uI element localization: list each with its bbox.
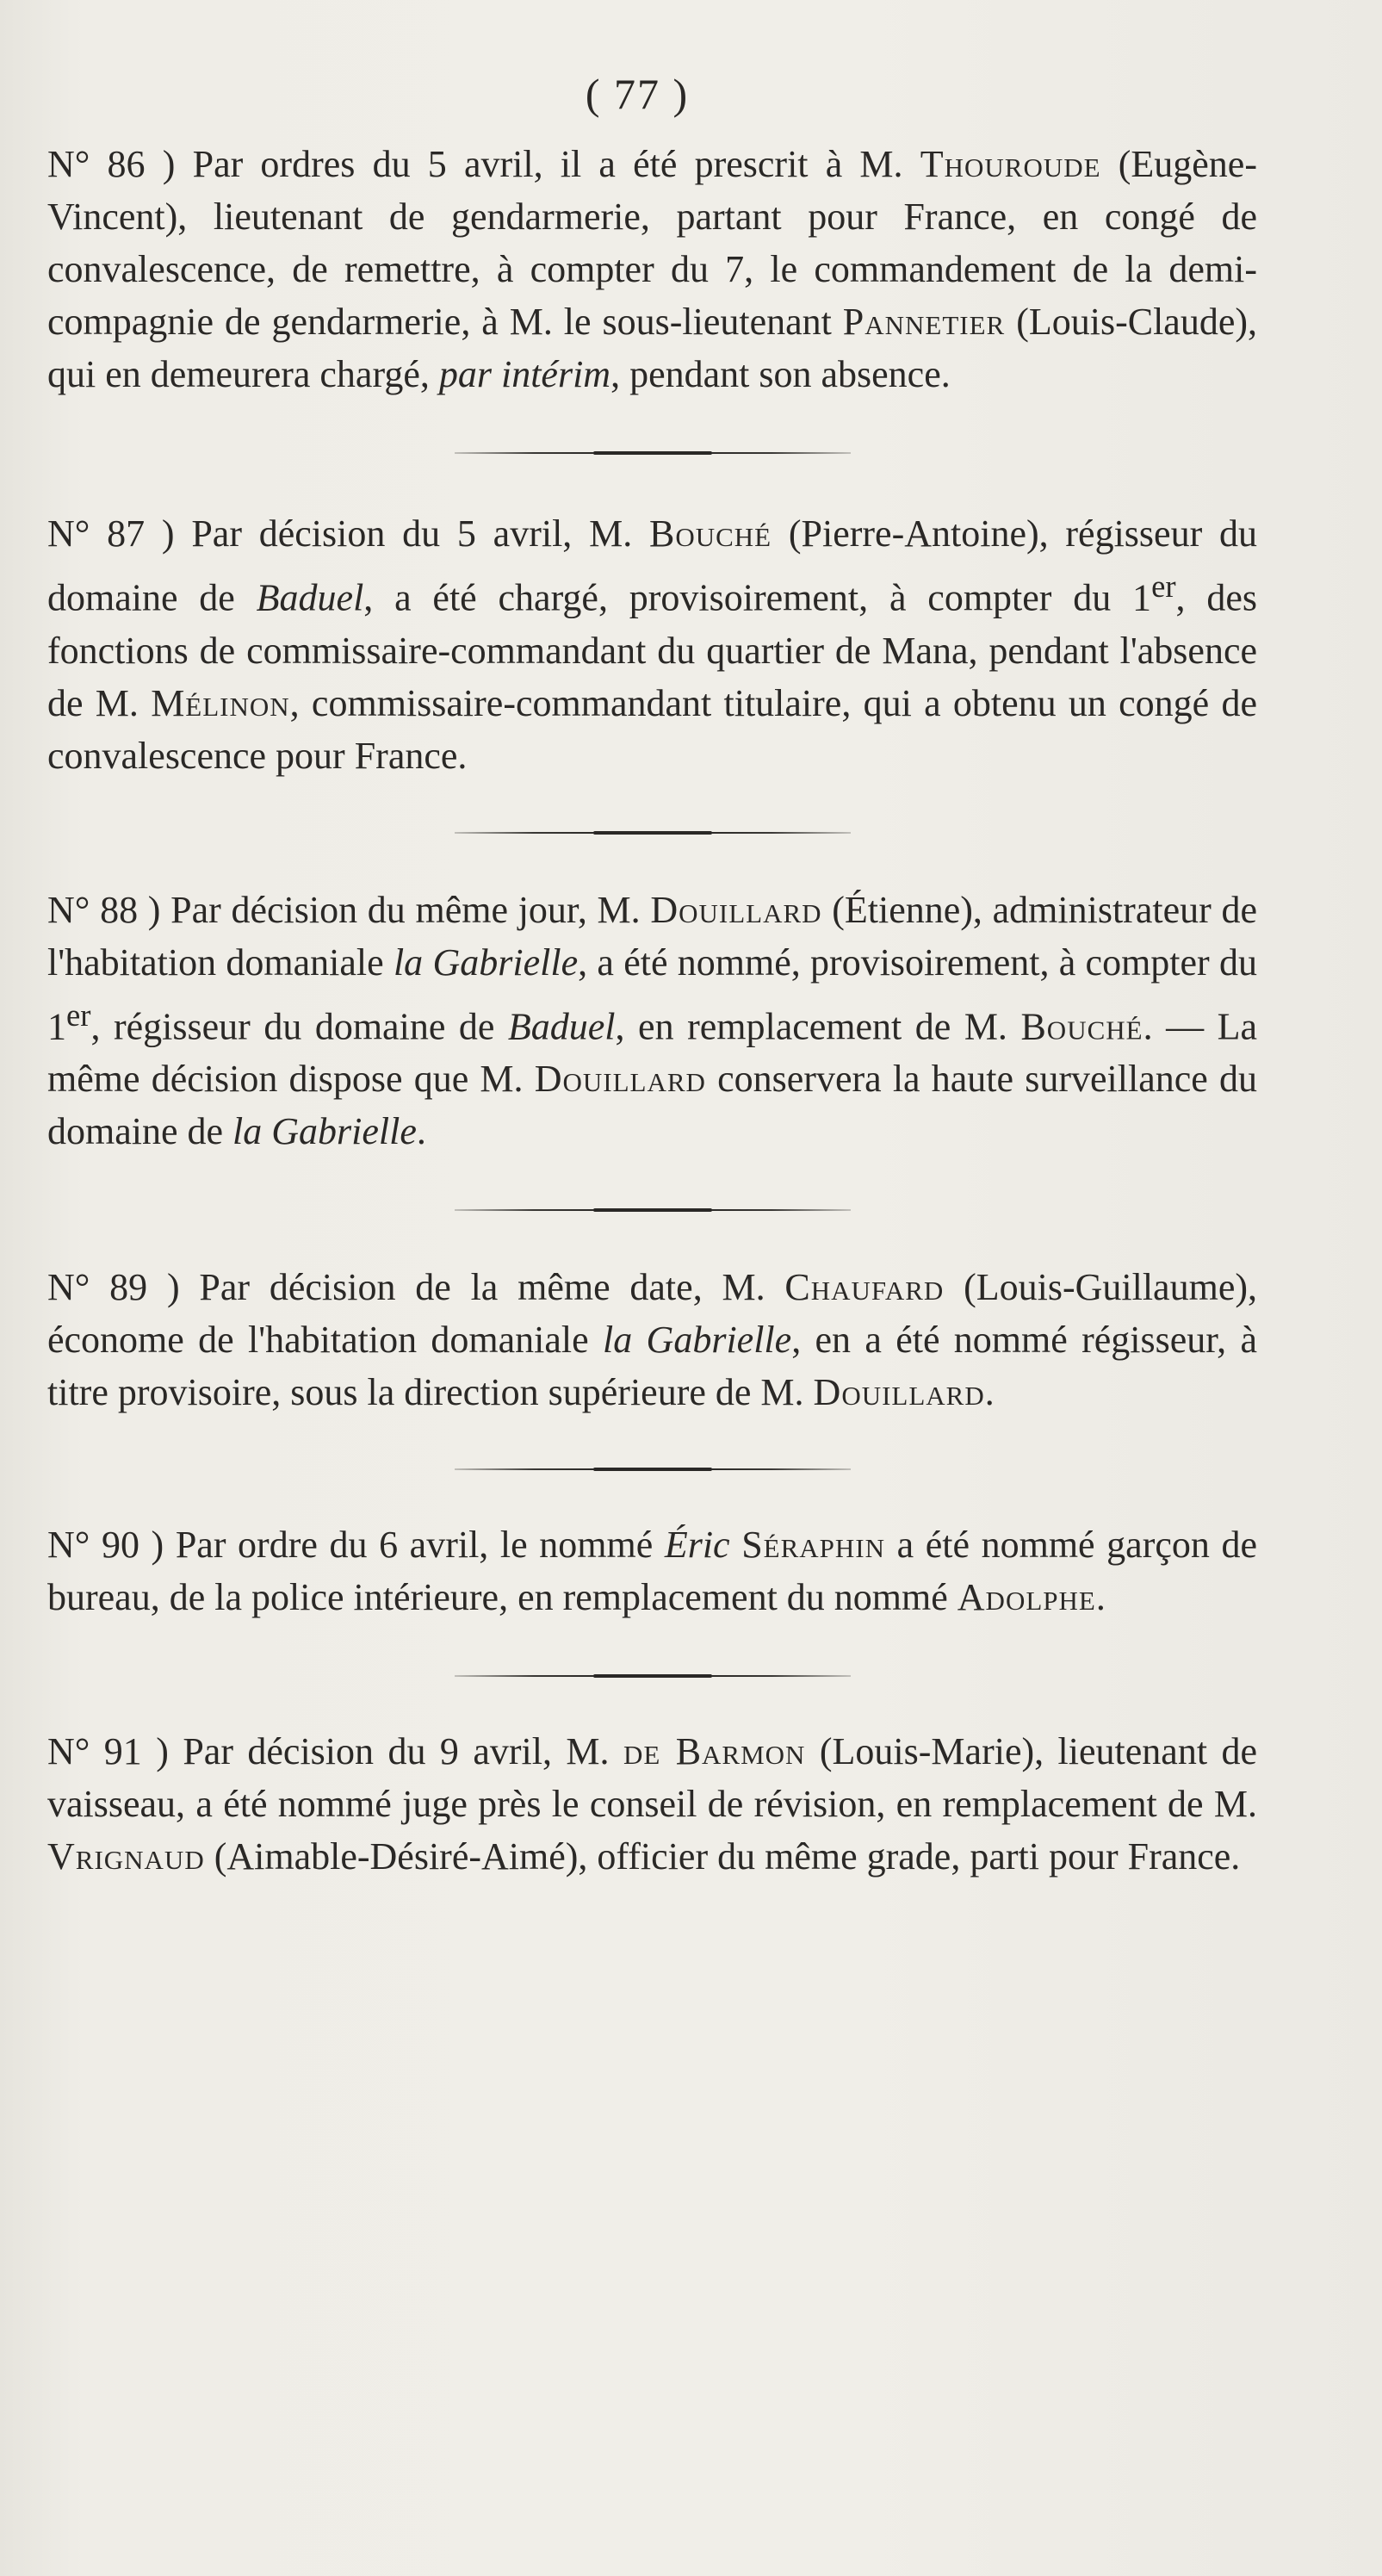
entry-number: N° 87 ): [47, 512, 175, 555]
entry-86: N° 86 ) Par ordres du 5 avril, il a été prescrit à M. Thouroude (Eugène-Vincent), lieutenant de gendarmerie, partant pour France, en congé de convalescence, de remettre, à compter du 7, le commandement de la demi-compagnie de gendarmerie, à M. le sous-lieutenant Pannetier (Louis-Claude), qui en demeurera chargé, par intérim, pendant son absence.: [47, 143, 1257, 395]
place-name: Baduel: [507, 1005, 616, 1048]
separator-rule: [455, 452, 851, 454]
separator-rule: [455, 1675, 851, 1677]
place-name: la Gabrielle: [393, 940, 579, 984]
person-first-name: Éric: [664, 1524, 730, 1567]
separator-rule: [455, 1468, 851, 1470]
entry-89: N° 89 ) Par décision de la même date, M. Chaufard (Louis-Guillaume), économe de l'habitation domaniale la Gabrielle, en a été nommé régisseur, à titre provisoire, sous la direction supérieure de M. Douillard.: [47, 1266, 1258, 1414]
person-name: Bouché: [648, 512, 772, 555]
separator-rule: [455, 1209, 851, 1211]
person-name: Vrignaud: [47, 1835, 205, 1878]
entry-number: N° 88 ): [47, 888, 161, 931]
person-name: Pannetier: [842, 301, 1006, 343]
ordinal-suffix: er: [66, 996, 91, 1033]
italic-term: par intérim: [438, 353, 611, 395]
person-name: Adolphe: [957, 1576, 1096, 1619]
place-name: la Gabrielle: [603, 1319, 792, 1362]
person-name: de Barmon: [623, 1730, 806, 1773]
entry-87: N° 87 ) Par décision du 5 avril, M. Bouché (Pierre-Antoine), régisseur du domaine de Baduel, a été chargé, provisoirement, à compter du 1er, des fonctions de commissaire-commandant du quartier de Mana, pendant l'absence de M. Mélinon, commissaire-commandant titulaire, qui a obtenu un congé de convalescence pour France.: [47, 512, 1258, 777]
person-name: Douillard: [534, 1058, 706, 1101]
page-number: ( 77 ): [585, 70, 690, 118]
person-name: Chaufard: [784, 1266, 945, 1309]
place-name: la Gabrielle: [232, 1110, 417, 1153]
person-name: Bouché: [1020, 1005, 1143, 1048]
separator-rule: [455, 832, 851, 834]
entry-number: N° 91 ): [47, 1730, 169, 1773]
place-name: Baduel: [256, 576, 364, 619]
entry-number: N° 90 ): [47, 1524, 164, 1567]
entry-number: N° 86 ): [47, 143, 176, 185]
person-name: Mélinon: [151, 681, 290, 724]
person-name: Douillard: [650, 888, 822, 931]
entries-list: [47, 138, 1257, 1883]
person-name: Thouroude: [920, 143, 1101, 185]
entry-91: N° 91 ) Par décision du 9 avril, M. de Barmon (Louis-Marie), lieutenant de vaisseau, a été nommé juge près le conseil de révision, en remplacement de M. Vrignaud (Aimable-Désiré-Aimé), officier du même grade, parti pour France.: [47, 1730, 1257, 1878]
entry-90: N° 90 ) Par ordre du 6 avril, le nommé Éric Séraphin a été nommé garçon de bureau, de la police intérieure, en remplacement du nommé Adolphe.: [47, 1524, 1257, 1619]
person-name: Séraphin: [741, 1524, 885, 1567]
entry-88: N° 88 ) Par décision du même jour, M. Douillard (Étienne), administrateur de l'habitation domaniale la Gabrielle, a été nommé, provisoirement, à compter du 1er, régisseur du domaine de Baduel, en remplacement de M. Bouché. — La même décision dispose que M. Douillard conservera la haute surveillance du domaine de la Gabrielle.: [47, 888, 1257, 1153]
entry-number: N° 89 ): [47, 1266, 180, 1309]
person-name: Douillard: [813, 1371, 985, 1414]
ordinal-suffix: er: [1151, 568, 1176, 604]
